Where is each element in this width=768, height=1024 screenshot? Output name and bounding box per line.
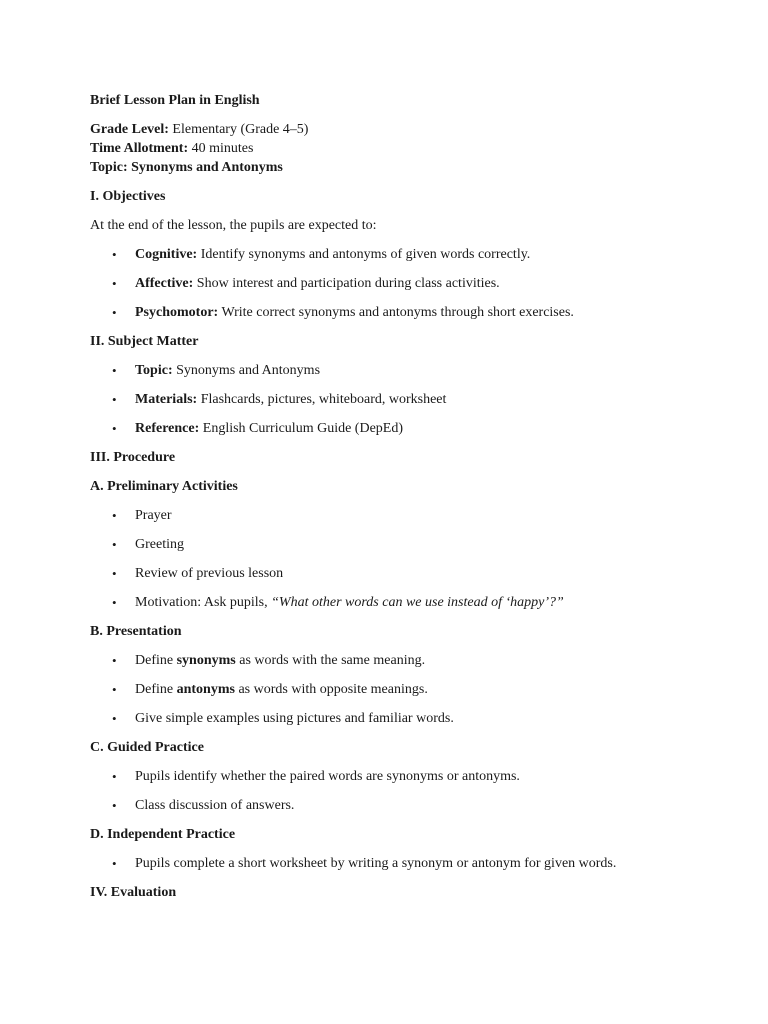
subject-matter-heading: II. Subject Matter [90,334,199,349]
presentation-term: synonyms [176,653,236,668]
independent-practice-heading: D. Independent Practice [90,827,236,842]
subject-label: Materials: [135,392,198,407]
presentation-heading: B. Presentation [90,624,182,639]
objective-label: Affective: [135,276,194,291]
objective-text: Show interest and participation during class activities. [193,276,500,291]
list-item: • Give simple examples using pictures and familiar words. [90,709,710,728]
list-item [90,274,710,293]
guided-practice-heading: C. Guided Practice [90,740,204,755]
presentation-pre: Define [135,682,177,697]
list-item [90,593,710,612]
list-item: • Prayer [90,506,710,525]
objective-label: Psychomotor: [135,305,219,320]
list-item: • Greeting [90,535,710,554]
document-title: Brief Lesson Plan in English [90,93,260,108]
objectives-intro: At the end of the lesson, the pupils are expected to: [90,218,377,233]
subject-text: Synonyms and Antonyms [172,363,321,378]
objectives-heading: I. Objectives [90,189,166,204]
list-item: • Pupils complete a short worksheet by writing a synonym or antonym for given words. [90,854,710,873]
objectives-list [90,245,710,322]
evaluation-heading: IV. Evaluation [90,885,177,900]
list-item [90,361,710,380]
list-item [90,245,710,264]
list-item [90,390,710,409]
lesson-meta [90,120,710,177]
list-item: • Review of previous lesson [90,564,710,583]
list-item: • Class discussion of answers. [90,796,710,815]
list-item [90,419,710,438]
objective-text: Write correct synonyms and antonyms through short exercises. [218,305,574,320]
subject-text: English Curriculum Guide (DepEd) [199,421,404,436]
motivation-prefix: Motivation: Ask pupils, [135,595,272,610]
preliminary-list [90,506,710,612]
list-item [90,680,710,699]
procedure-heading: III. Procedure [90,450,176,465]
grade-level-label: Grade Level: [90,122,169,137]
subject-label: Topic: [135,363,173,378]
motivation-quote: “What other words can we use instead of ‘happy’?” [271,595,564,610]
grade-level-line [90,120,710,139]
subject-matter-list [90,361,710,438]
subject-label: Reference: [135,421,200,436]
preliminary-heading: A. Preliminary Activities [90,479,238,494]
presentation-pre: Define [135,653,177,668]
list-item [90,303,710,322]
presentation-post: as words with opposite meanings. [234,682,428,697]
objective-label: Cognitive: [135,247,198,262]
list-item: • Pupils identify whether the paired words are synonyms or antonyms. [90,767,710,786]
topic-line: Topic: Synonyms and Antonyms [90,160,283,175]
presentation-term: antonyms [176,682,235,697]
guided-practice-list [90,767,710,815]
objective-text: Identify synonyms and antonyms of given words correctly. [197,247,531,262]
independent-practice-list [90,854,710,873]
time-allotment-value: 40 minutes [188,141,254,156]
list-item [90,651,710,670]
presentation-post: as words with the same meaning. [235,653,426,668]
time-allotment-label: Time Allotment: [90,141,189,156]
grade-level-value: Elementary (Grade 4–5) [168,122,309,137]
presentation-list [90,651,710,728]
subject-text: Flashcards, pictures, whiteboard, worksheet [197,392,447,407]
time-allotment-line [90,139,710,158]
lesson-plan-content [90,91,710,902]
